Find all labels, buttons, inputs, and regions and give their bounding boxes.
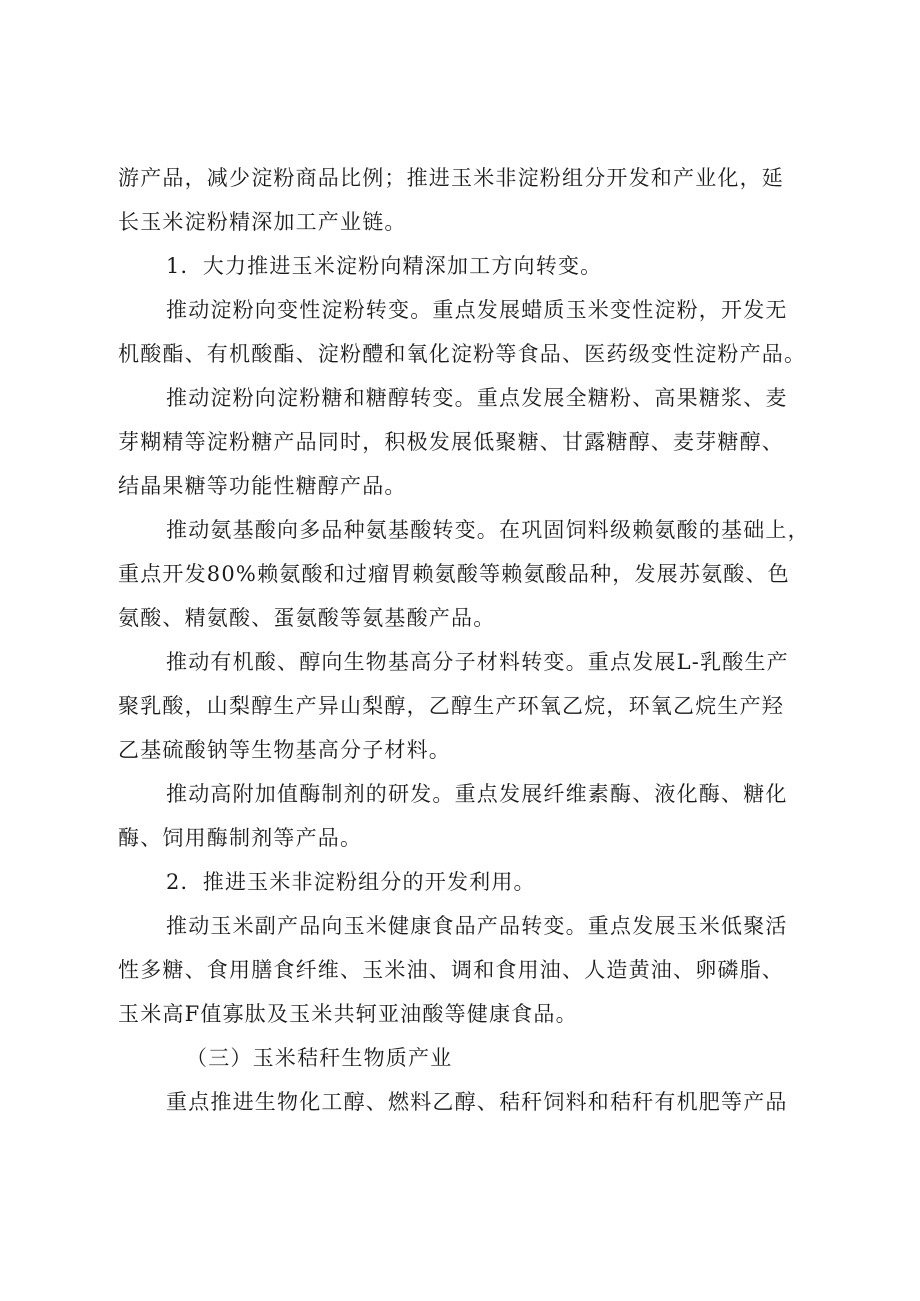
paragraph-line: 芽糊精等淀粉糖产品同时，积极发展低聚糖、甘露糖醇、麦芽糖醇、 bbox=[118, 430, 784, 454]
section-heading-1: 1．大力推进玉米淀粉向精深加工方向转变。 bbox=[166, 254, 603, 278]
paragraph-line: 氨酸、精氨酸、蛋氨酸等氨基酸产品。 bbox=[118, 606, 496, 630]
paragraph-line: 推动有机酸、醇向生物基高分子材料转变。重点发展L-乳酸生产 bbox=[166, 650, 789, 674]
paragraph-line: 推动玉米副产品向玉米健康食品产品转变。重点发展玉米低聚活 bbox=[166, 914, 788, 938]
section-heading-3: （三）玉米秸秆生物质产业 bbox=[186, 1046, 453, 1070]
paragraph-line: 推动高附加值酶制剂的研发。重点发展纤维素酶、液化酶、糖化 bbox=[166, 782, 788, 806]
paragraph-line: 机酸酯、有机酸酯、淀粉醴和氧化淀粉等食品、医药级变性淀粉产品。 bbox=[118, 342, 807, 366]
paragraph-line: 酶、饲用酶制剂等产品。 bbox=[118, 826, 363, 850]
paragraph-line: 聚乳酸，山梨醇生产异山梨醇，乙醇生产环氧乙烷，环氧乙烷生产羟 bbox=[118, 694, 784, 718]
document-page bbox=[118, 156, 808, 1124]
paragraph-line: 推动淀粉向淀粉糖和糖醇转变。重点发展全糖粉、高果糖浆、麦 bbox=[166, 386, 788, 410]
paragraph-line: 玉米高F值寡肽及玉米共轲亚油酸等健康食品。 bbox=[118, 1002, 578, 1026]
paragraph-line: 重点推进生物化工醇、燃料乙醇、秸秆饲料和秸秆有机肥等产品 bbox=[166, 1090, 788, 1114]
paragraph-line: 重点开发80%赖氨酸和过瘤胃赖氨酸等赖氨酸品种，发展苏氨酸、色 bbox=[118, 562, 790, 586]
paragraph-line: 推动淀粉向变性淀粉转变。重点发展蜡质玉米变性淀粉，开发无 bbox=[166, 298, 788, 322]
paragraph-line: 乙基硫酸钠等生物基高分子材料。 bbox=[118, 738, 451, 762]
paragraph-line: 游产品，减少淀粉商品比例；推进玉米非淀粉组分开发和产业化，延 bbox=[118, 166, 784, 190]
paragraph-line: 性多糖、食用膳食纤维、玉米油、调和食用油、人造黄油、卵磷脂、 bbox=[118, 958, 784, 982]
paragraph-line: 长玉米淀粉精深加工产业链。 bbox=[118, 210, 407, 234]
section-heading-2: 2．推进玉米非淀粉组分的开发利用。 bbox=[166, 870, 536, 894]
paragraph-line: 推动氨基酸向多品种氨基酸转变。在巩固饲料级赖氨酸的基础上， bbox=[166, 518, 810, 542]
paragraph-line: 结晶果糖等功能性糖醇产品。 bbox=[118, 474, 407, 498]
